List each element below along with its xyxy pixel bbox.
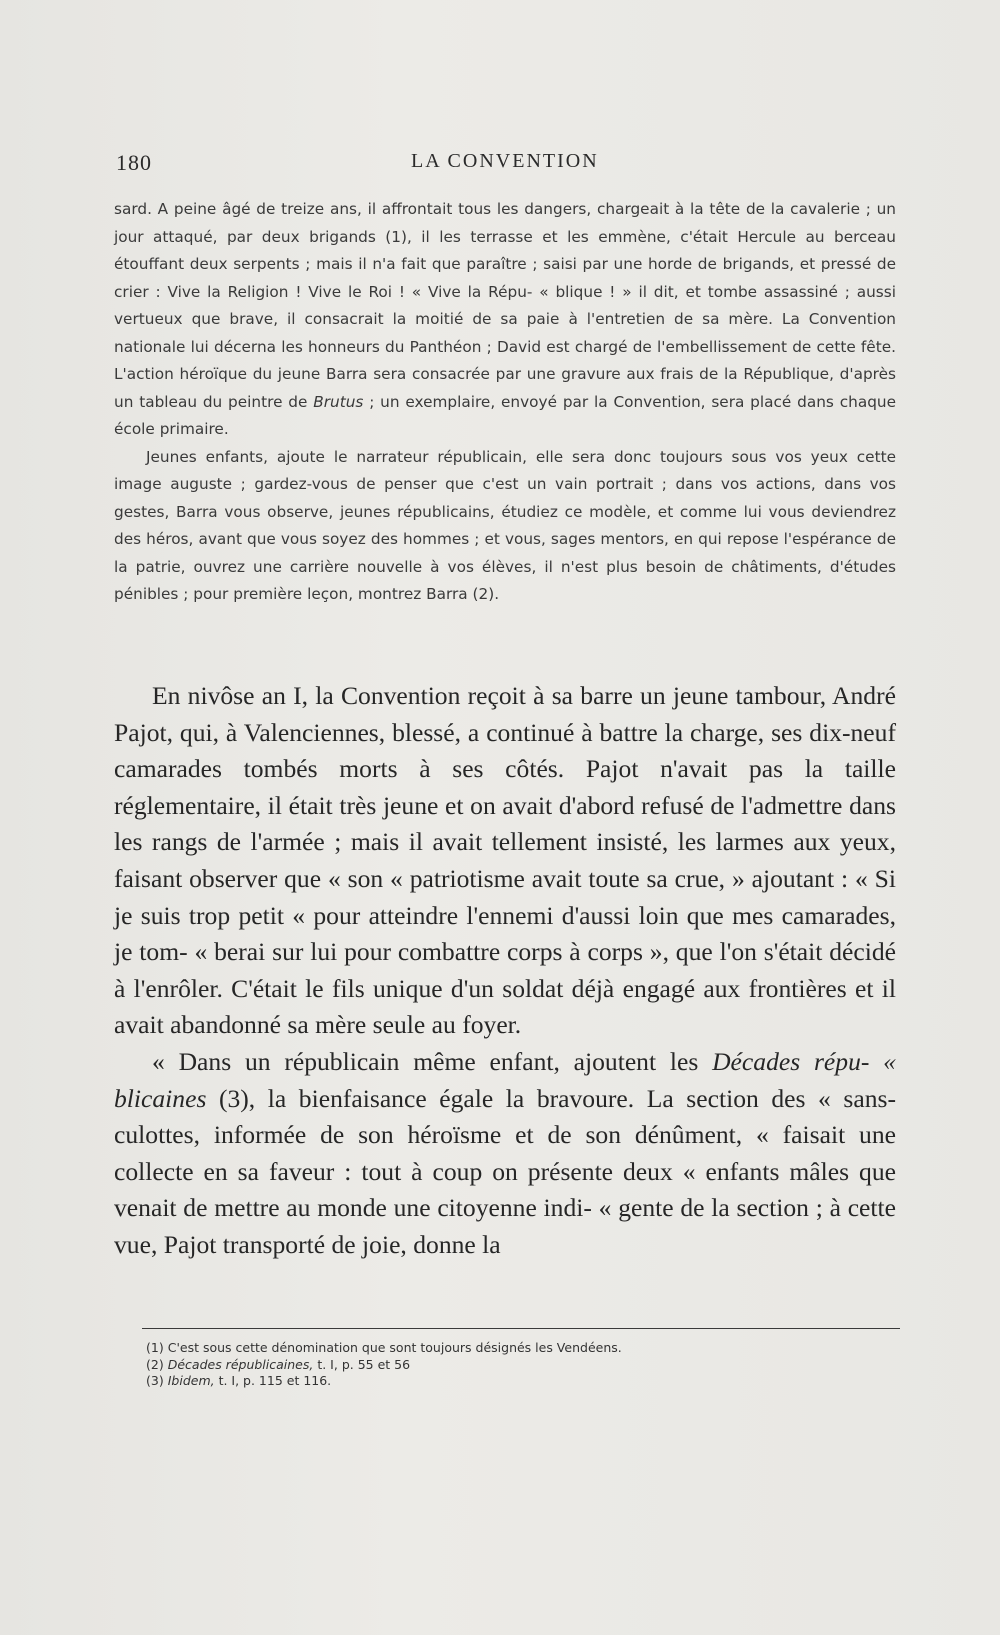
paragraph-pajot: En nivôse an I, la Convention reçoit à sa barre un jeune tambour, André Pajot, qui, à Valenciennes, blessé, a continué à battre la charge, ses dix-neuf camarades tombés morts à ses côtés. Pajot n'avait pas la taille réglementaire, il était très jeune et on avait d'abord refusé de l'admettre dans les rangs de l'armée ; mais il avait tellement insisté, les larmes aux yeux, faisant observer que « son « patriotisme avait toute sa crue, » ajoutant : « Si je suis trop petit « pour atteindre l'ennemi d'aussi loin que mes camarades, je tom- « berai sur lui pour combattre corps à corps », que l'on s'était décidé à l'enrôler. C'était le fils unique d'un soldat déjà engagé aux frontières et il avait abandonné sa mère seule au foyer. xyxy=(114,681,896,1040)
footnote-1 xyxy=(146,1340,846,1357)
paragraph-barra xyxy=(114,196,896,444)
paragraph-text: « Dans un républicain même enfant, ajoutent les xyxy=(152,1046,713,1076)
paragraph-text: (3), la bienfaisance égale la bravoure. La section des « sans-culottes, informée de son héroïsme et de son dénûment, « faisait une collecte en sa faveur : tout à coup on présente deux « enfants mâles que venait de mettre au monde une citoyenne indi- « gente de la section ; à cette vue, Pajot transporté de joie, donne la xyxy=(114,1083,896,1259)
page-header xyxy=(116,150,896,180)
paragraph-text: ; un exemplaire, envoyé par la Convention, sera placé dans chaque école primaire. xyxy=(114,392,897,438)
footnote-mark: (2) xyxy=(146,1356,164,1372)
footnote-2 xyxy=(146,1357,846,1374)
footnote-mark: (1) xyxy=(146,1340,164,1355)
footnote-text: t. I, p. 115 et 116. xyxy=(214,1373,332,1388)
paragraph-text: sard. A peine âgé de treize ans, il affrontait tous les dangers, chargeait à la tête de la cavalerie ; un jour attaqué, par deux brigands (1), il les terrasse et les emmène, c'était Hercule au berceau étouffant deux serpents ; mais il n'a fait que paraître ; saisi par une horde de brigands, et pressé de crier : Vive la Religion ! Vive le Roi ! « Vive la Répu- « blique ! » il dit, et tombe assassiné ; aussi vertueux que brave, il consacrait la moitié de sa paie à l'entretien de sa mère. La Convention nationale lui décerna les honneurs du Panthéon ; David est chargé de l'embellissement de cette fête. L'action héroïque du jeune Barra sera consacrée par une gravure aux frais de la République, d'après un tableau du peintre de xyxy=(114,200,896,411)
paragraph-decades xyxy=(114,1044,896,1264)
italic-title: Décades répu- « blicaines xyxy=(114,1046,896,1113)
footnote-text: C'est sous cette dénomination que sont toujours désignés les Vendéens. xyxy=(167,1340,622,1355)
running-title: LA CONVENTION xyxy=(411,150,599,172)
footnote-3 xyxy=(146,1373,846,1390)
footnote-text: t. I, p. 55 et 56 xyxy=(313,1356,411,1372)
main-text xyxy=(114,678,896,1264)
footnotes xyxy=(146,1340,846,1390)
footnote-italic: Décades républicaines, xyxy=(167,1356,314,1372)
quoted-passage xyxy=(114,196,896,609)
footnote-italic: Ibidem, xyxy=(167,1373,215,1388)
footnote-mark: (3) xyxy=(146,1373,164,1388)
page-number: 180 xyxy=(116,150,152,175)
italic-title: Brutus xyxy=(313,392,364,411)
paragraph-jeunes-enfants: Jeunes enfants, ajoute le narrateur républicain, elle sera donc toujours sous vos yeux cette image auguste ; gardez-vous de penser que c'est un vain portrait ; dans vos actions, dans vos gestes, Barra vous observe, jeunes républicains, étudiez ce modèle, et comme lui vous deviendrez des héros, avant que vous soyez des hommes ; et vous, sages mentors, en qui repose l'espérance de la patrie, ouvrez une carrière nouvelle à vos élèves, il n'est plus besoin de châtiments, d'études pénibles ; pour première leçon, montrez Barra (2). xyxy=(114,447,896,603)
footnote-divider xyxy=(142,1328,900,1329)
